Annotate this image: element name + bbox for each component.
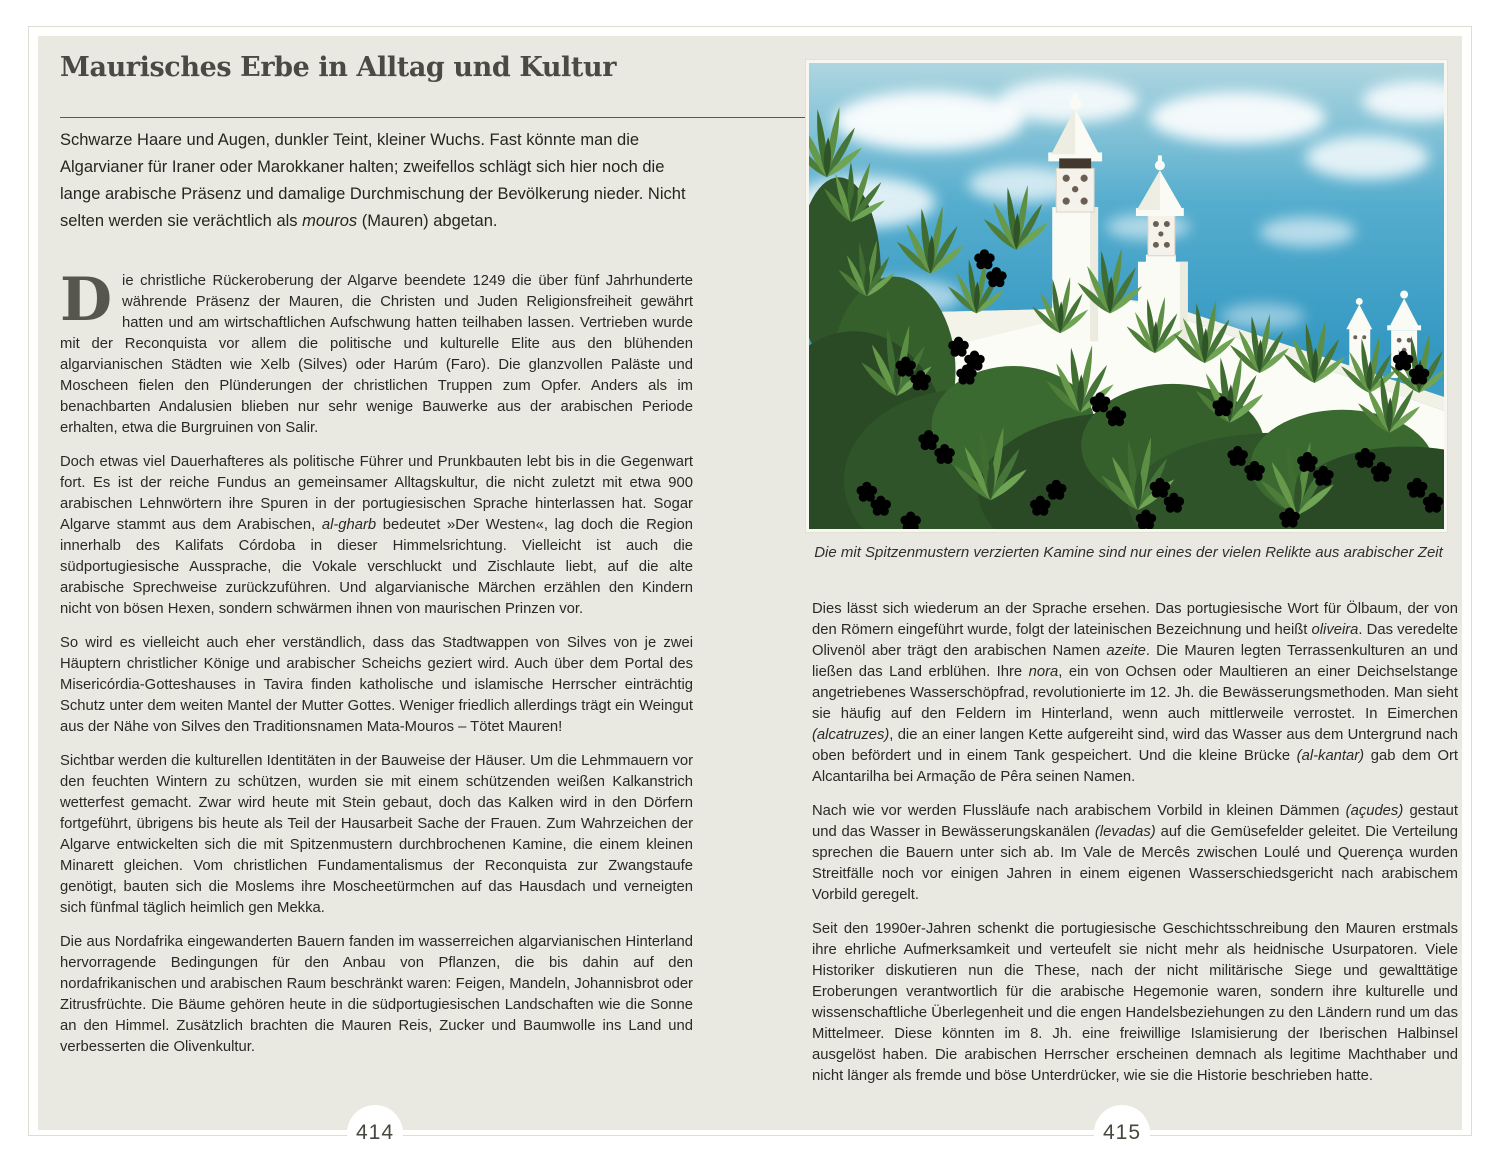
page-number-left: 414 bbox=[347, 1105, 403, 1161]
left-text-column bbox=[60, 265, 693, 1058]
drop-cap: D bbox=[60, 265, 113, 335]
photo-algarve-chimneys bbox=[806, 60, 1447, 532]
paragraph: Seit den 1990er-Jahren schenkt die portugiesische Geschichtsschreibung den Mauren erstmals ihre ehrliche Aufmerksamkeit und verteufelt sie nicht mehr als heidnische Usurpatoren. Viele Historiker diskutieren nun die These, nach der nicht militärische Siege und gewalttätige Eroberungen verantwortlich für die arabische Hegemonie waren, sondern ihre kulturelle und wissenschaftliche Überlegenheit und die engen Handelsbeziehungen zu den Ländern rund um das Mittelmeer. Diese könnten im 8. Jh. eine freiwillige Islamisierung der Iberischen Halbinsel ausgelöst haben. Die arabischen Herrscher erscheinen demnach als legitime Machthaber und nicht länger als fremde und böse Unterdrücker, wie sie die Historie beschrieben hatte. bbox=[812, 921, 1458, 1084]
paragraph: Die aus Nordafrika eingewanderten Bauern fanden im wasserreichen algarvianischen Hinterland hervorragende Bedingungen für den Anbau von Pflanzen, die bis dahin auf den nordafrikanischen und arabischen Raum beschränkt waren: Feigen, Mandeln, Johannisbrot oder Zitrusfrüchte. Die Bäume gehören heute in die südportugiesischen Landschaften wie die Sonne an den Himmel. Zusätzlich brachten die Mauren Reis, Zucker und Baumwolle ins Land und verbesserten die Olivenkultur. bbox=[60, 934, 693, 1055]
intro-paragraph: Schwarze Haare und Augen, dunkler Teint, kleiner Wuchs. Fast könnte man die Algarvianer für Iraner oder Marokkaner halten; zweifellos schlägt sich hier noch die lange arabische Präsenz und damalige Durchmischung der Bevölkerung nieder. Nicht selten werden sie verächtlich als mouros (Mauren) abgetan. bbox=[60, 131, 686, 230]
paragraph: Dies lässt sich wiederum an der Sprache ersehen. Das portugiesische Wort für Ölbaum, der von den Römern eingeführt wurde, folgt der lateinischen Bezeichnung und heißt oliveira. Das veredelte Olivenöl aber trägt den arabischen Namen azeite. Die Mauren legten Terrassenkulturen an und ließen das Land erblühen. Ihre nora, ein von Ochsen oder Maultieren an einer Deichselstange angetriebenes Wasserschöpfrad, revolutionierte im 12. Jh. die Bewässerungsmethoden. Man sieht sie häufig auf den Feldern im Hinterland, wenn auch mittlerweile verrostet. In Eimerchen (alcatruzes), die an einer langen Kette aufgereiht sind, wird das Wasser aus dem Untergrund nach oben befördert und in einem Tank gespeichert. Und die kleine Brücke (al-kantar) gab dem Ort Alcantarilha bei Armação de Pêra seinen Namen. bbox=[812, 601, 1458, 785]
paragraph: Sichtbar werden die kulturellen Identitäten in der Bauweise der Häuser. Um die Lehmmauern vor den feuchten Wintern zu schützen, wurden sie mit einem schützenden weißen Kalkanstrich wetterfest gemacht. Zwar wird heute mit Stein gebaut, doch das Kalken wird in den Dörfern fortgeführt, übrigens bis heute als Teil der Hausarbeit Sache der Frauen. Zum Wahrzeichen der Algarve entwickelten sich die mit Spitzenmustern durchbrochenen Kamine, die einem kleinen Minarett gleichen. Vom christlichen Fundamentalismus der Reconquista zur Zwangstaufe genötigt, bauten sich die Moslems ihre Moscheetürmchen auf das Hausdach und verneigten sich fünfmal täglich heimlich gen Mekka. bbox=[60, 753, 693, 916]
paragraph: Doch etwas viel Dauerhafteres als politische Führer und Prunkbauten lebt bis in die Gegenwart fort. Es ist der reiche Fundus an gemeinsamer Alltagskultur, die nicht zuletzt mit etwa 900 arabischen Lehnwörtern ihre Spuren in der portugiesischen Sprache hinterlassen hat. Sogar Algarve stammt aus dem Arabischen, al-gharb bedeutet »Der Westen«, lag doch die Region innerhalb des Kalifats Córdoba in dieser Himmelsrichtung. Vielleicht ist auch die südportugiesische Aussprache, die Vokale verschluckt und Zischlaute liebt, auf die alte arabische Sprechweise zurückzuführen. Und algarvianische Märchen erzählen den Kindern nicht von bösen Hexen, sondern schwärmen ihnen von maurischen Prinzen vor. bbox=[60, 454, 693, 617]
paragraph bbox=[60, 265, 693, 439]
right-text-column bbox=[812, 599, 1458, 1087]
page-title: Maurisches Erbe in Alltag und Kultur bbox=[60, 52, 617, 83]
paragraph: So wird es vielleicht auch eher verständlich, dass das Stadtwappen von Silves von je zwei Häuptern christlicher Könige und arabischer Scheichs geziert wird. Auch über dem Portal des Misericórdia-Gotteshauses in Tavira finden katholische und islamische Herrscher einträchtig Schutz unter dem weiten Mantel der Mutter Gottes. Weniger friedlich allerdings trägt ein Weingut aus der Nähe von Silves den Traditionsnamen Mata-Mouros – Tötet Mauren! bbox=[60, 635, 693, 735]
page-number-right: 415 bbox=[1094, 1105, 1150, 1161]
title-rule bbox=[60, 117, 806, 118]
paragraph: Nach wie vor werden Flussläufe nach arabischem Vorbild in kleinen Dämmen (açudes) gestaut und das Wasser in Bewässerungskanälen (levadas) auf die Gemüsefelder geleitet. Die Verteilung sprechen die Bauern unter sich ab. Im Vale de Mercês zwischen Loulé und Querença wurden Streitfälle noch vor einigen Jahren in einem eigenen Wasserschiedsgericht nach arabischem Vorbild geregelt. bbox=[812, 803, 1459, 903]
paragraph-text: ie christliche Rückeroberung der Algarve beendete 1249 die über fünf Jahrhunderte währende Präsenz der Mauren, die Christen und Juden Religionsfreiheit gewährt hatten und am wirtschaftlichen Aufschwung hatten teilhaben lassen. Vertrieben wurde mit der Reconquista vor allem die politische und kulturelle Elite aus den blühenden algarvianischen Städten wie Xelb (Silves) oder Harúm (Faro). Die glanzvollen Paläste und Moscheen fielen den Plünderungen der christlichen Truppen zum Opfer. Anders als im benachbarten Andalusien blieben nur sehr wenige Bauwerke aus der arabischen Periode erhalten, etwa die Burgruinen von Salir. bbox=[60, 273, 693, 436]
photo-caption: Die mit Spitzenmustern verzierten Kamine sind nur eines der vielen Relikte aus arabischer Zeit bbox=[814, 544, 1443, 561]
photo-illustration bbox=[809, 63, 1444, 529]
